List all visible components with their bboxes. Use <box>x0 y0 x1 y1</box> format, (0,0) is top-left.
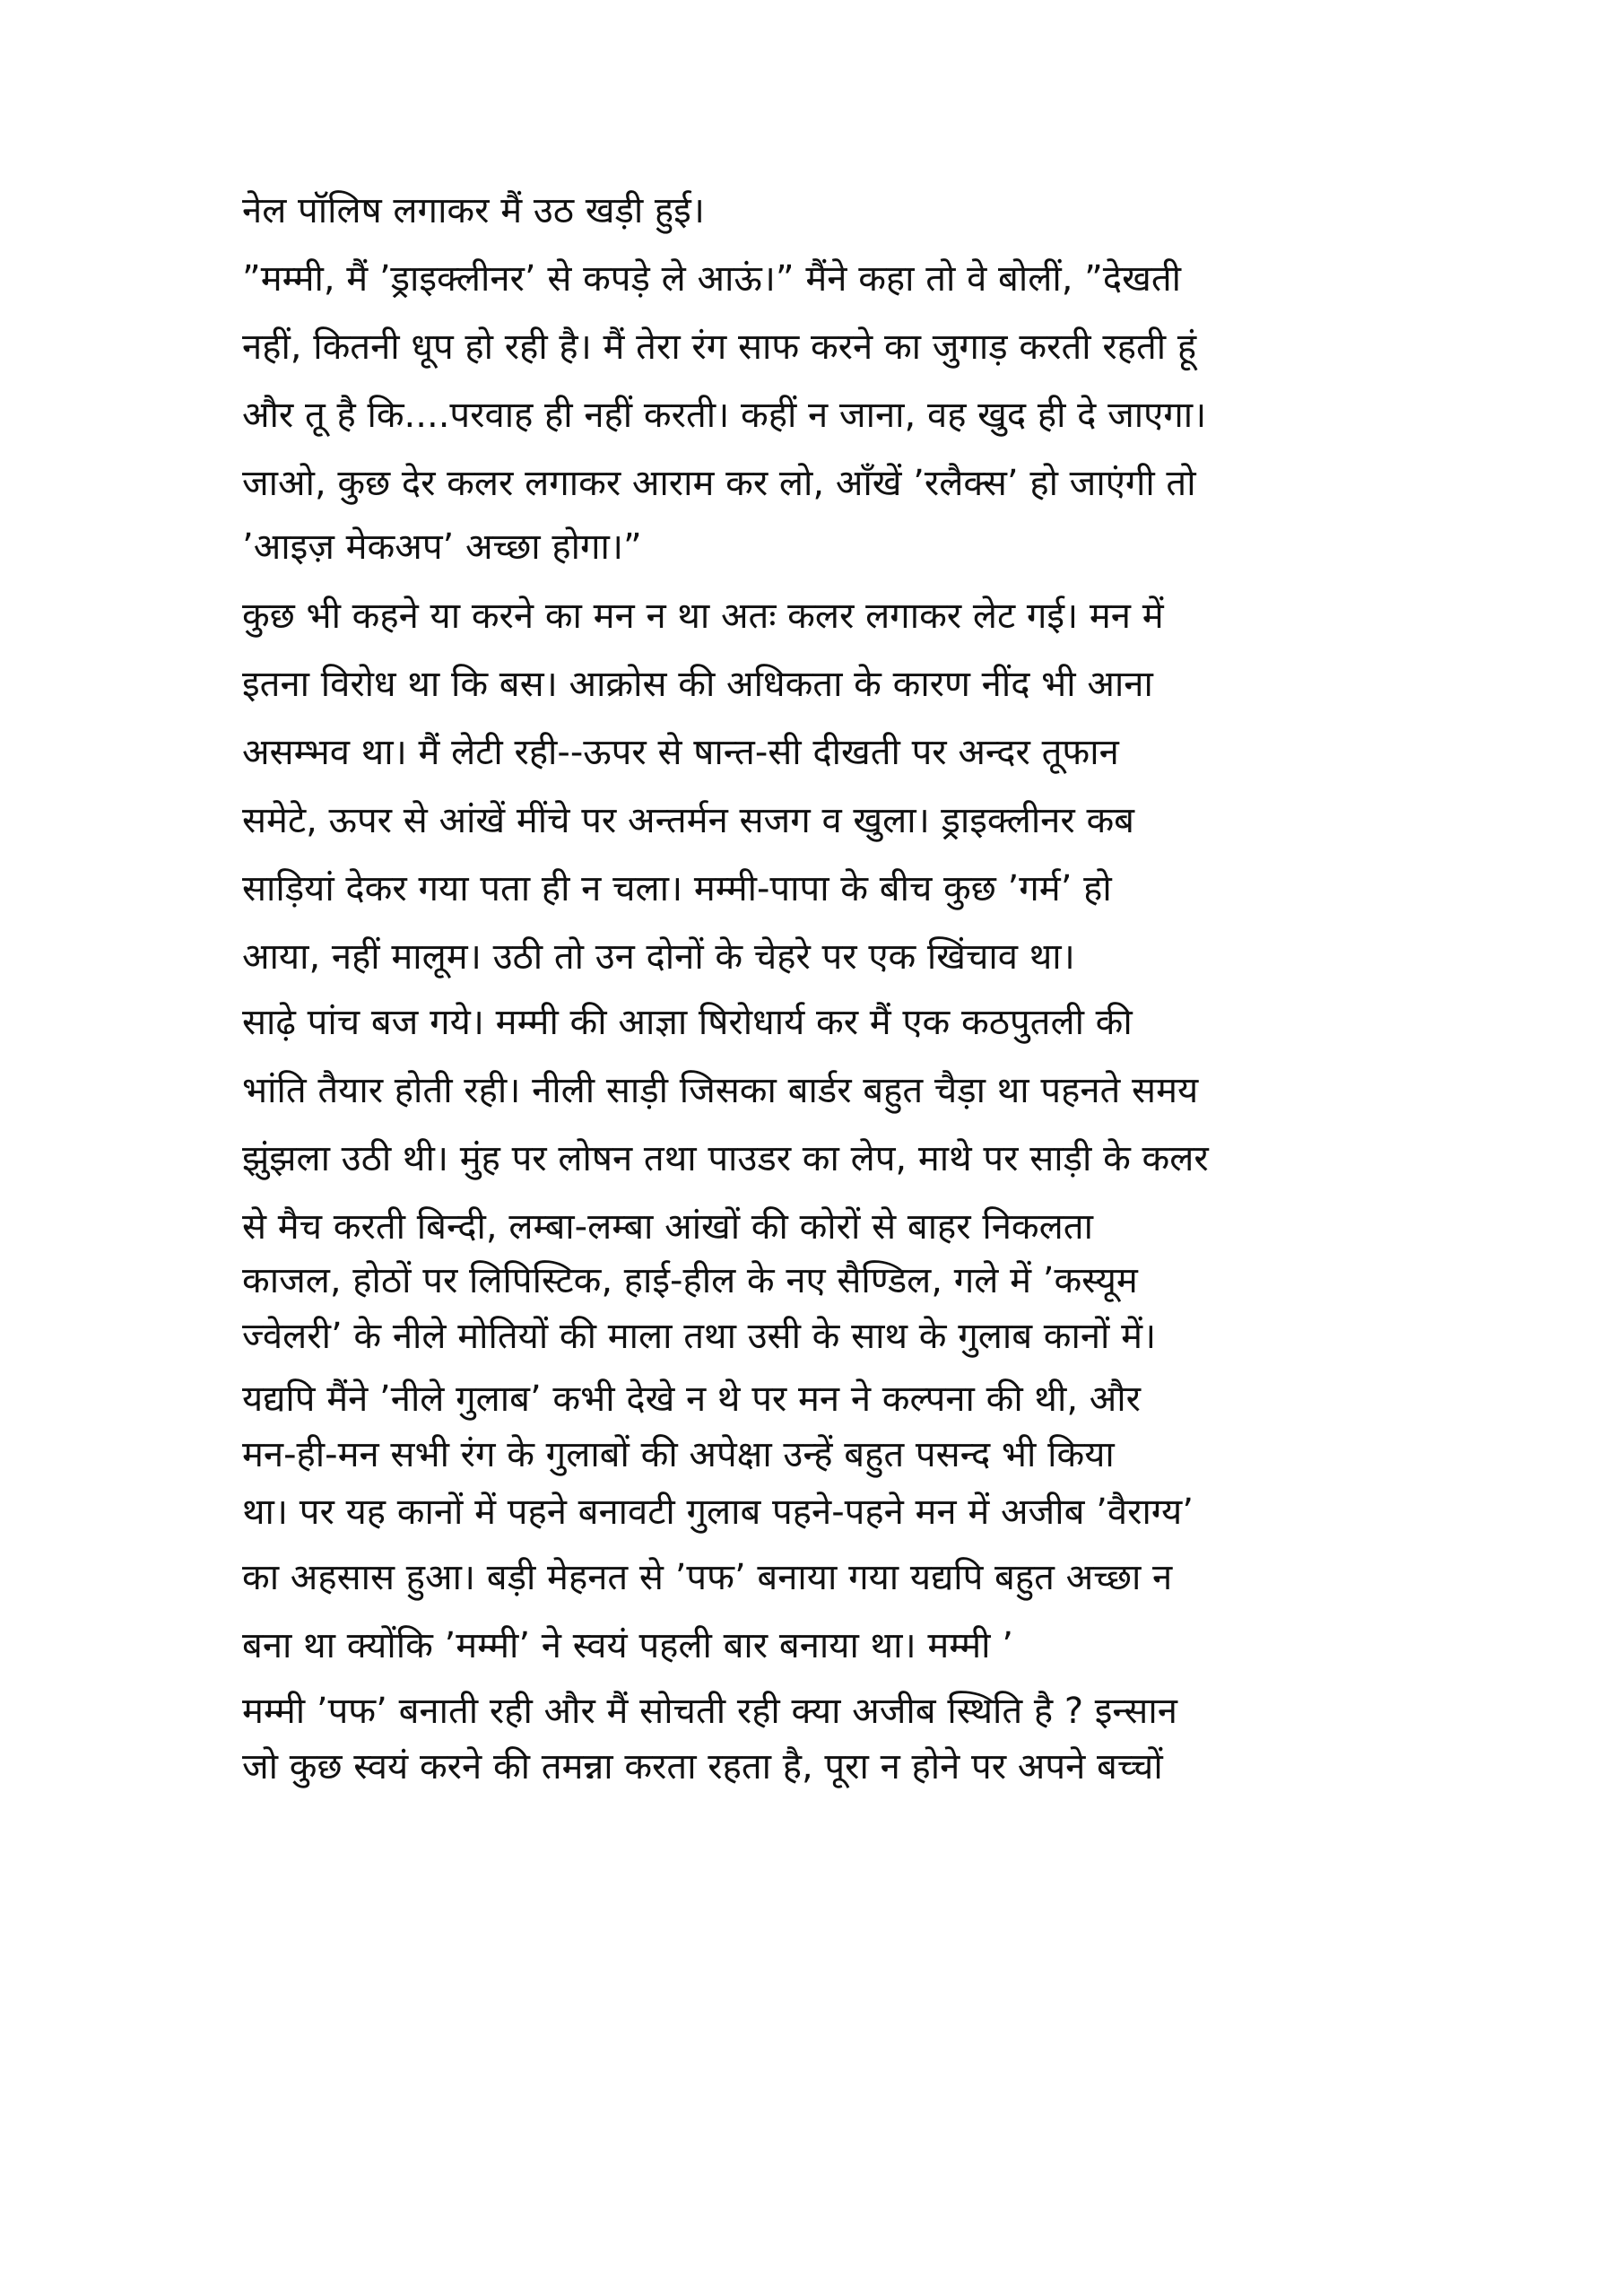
text-line-14: भांति तैयार होती रही। नीली साड़ी जिसका बार्डर बहुत चैड़ा था पहनते समय <box>242 1070 1199 1111</box>
text-line-24: मम्मी ’पफ’ बनाती रही और मैं सोचती रही क्या अजीब स्थिति है ? इन्सान <box>242 1691 1177 1732</box>
text-line-3: नहीं, कितनी धूप हो रही है। मैं तेरा रंग साफ करने का जुगाड़ करती रहती हूं <box>242 326 1197 368</box>
text-line-12: आया, नहीं मालूम। उठी तो उन दोनों के चेहरे पर एक खिंचाव था। <box>242 936 1075 978</box>
text-line-10: समेटे, ऊपर से आंखें मींचे पर अन्तर्मन सजग व खुला। ड्राइक्लीनर कब <box>242 800 1135 841</box>
text-line-18: ज्वेलरी’ के नीले मोतियों की माला तथा उसी के साथ के गुलाब कानों में। <box>242 1316 1157 1357</box>
text-line-11: साड़ियां देकर गया पता ही न चला। मम्मी-पापा के बीच कुछ ’गर्म’ हो <box>242 868 1112 909</box>
text-line-1: नेल पॉलिष लगाकर मैं उठ खड़ी हुई। <box>242 190 705 231</box>
text-line-20: मन-ही-मन सभी रंग के गुलाबों की अपेक्षा उन्हें बहुत पसन्द भी किया <box>242 1434 1115 1475</box>
text-line-8: इतना विरोध था कि बस। आक्रोस की अधिकता के कारण नींद भी आना <box>242 664 1153 705</box>
text-line-21: था। पर यह कानों में पहने बनावटी गुलाब पहने-पहने मन में अजीब ’वैराग्य’ <box>242 1492 1194 1533</box>
text-line-17: काजल, होठों पर लिपिस्टिक, हाई-हील के नए सैण्डिल, गले में ’कस्यूम <box>242 1260 1138 1301</box>
text-line-22: का अहसास हुआ। बड़ी मेहनत से ’पफ’ बनाया गया यद्यपि बहुत अच्छा न <box>242 1557 1173 1598</box>
text-line-13: साढ़े पांच बज गये। मम्मी की आज्ञा षिरोधार्य कर मैं एक कठपुतली की <box>242 1002 1133 1043</box>
text-line-16: से मैच करती बिन्दी, लम्बा-लम्बा आंखों की कोरों से बाहर निकलता <box>242 1206 1093 1248</box>
text-line-4: और तू है कि....परवाह ही नहीं करती। कहीं न जाना, वह खुद ही दे जाएगा। <box>242 395 1207 436</box>
text-line-6: ’आइज़ मेकअप’ अच्छा होगा।” <box>242 526 642 568</box>
text-line-19: यद्यपि मैंने ’नीले गुलाब’ कभी देखे न थे पर मन ने कल्पना की थी, और <box>242 1378 1142 1420</box>
text-line-15: झुंझला उठी थी। मुंह पर लोषन तथा पाउडर का लेप, माथे पर साड़ी के कलर <box>242 1138 1209 1179</box>
text-line-9: असम्भव था। मैं लेटी रही--ऊपर से षान्त-सी दीखती पर अन्दर तूफान <box>242 732 1119 773</box>
text-line-25: जो कुछ स्वयं करने की तमन्ना करता रहता है, पूरा न होने पर अपने बच्चों <box>242 1746 1163 1787</box>
text-line-5: जाओ, कुछ देर कलर लगाकर आराम कर लो, आँखें ’रलैक्स’ हो जाएंगी तो <box>242 463 1196 504</box>
text-line-7: कुछ भी कहने या करने का मन न था अतः कलर लगाकर लेट गई। मन में <box>242 596 1164 637</box>
text-line-23: बना था क्योंकि ’मम्मी’ ने स्वयं पहली बार बनाया था। मम्मी ’ <box>242 1625 1013 1666</box>
text-line-2: ”मम्मी, मैं ’ड्राइक्लीनर’ से कपड़े ले आऊं।” मैंने कहा तो वे बोलीं, ”देखती <box>242 258 1182 300</box>
